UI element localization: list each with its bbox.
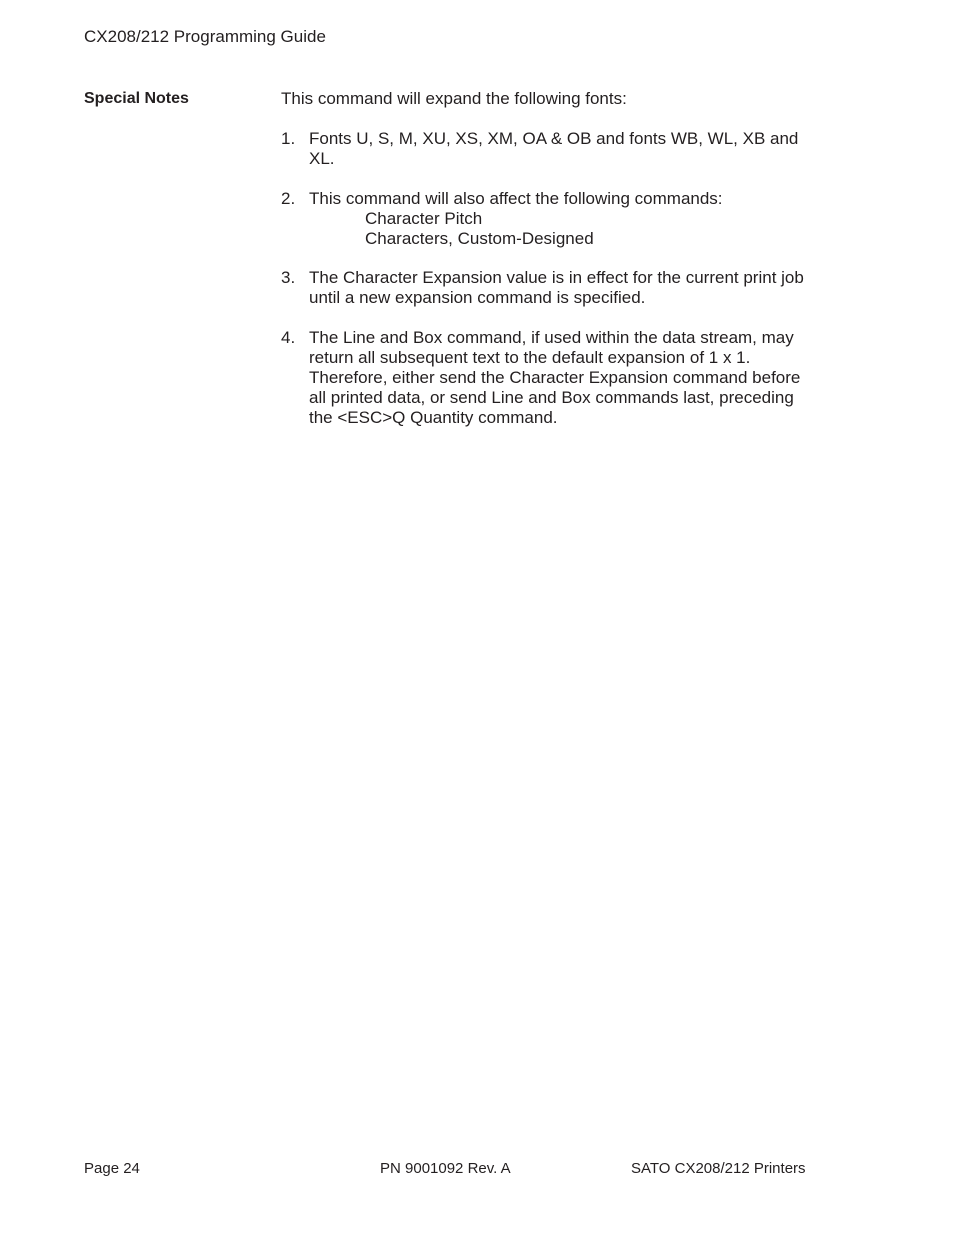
note-text: Fonts U, S, M, XU, XS, XM, OA & OB and fonts WB, WL, XB and XL. [309,129,799,168]
footer-page-number: Page 24 [84,1160,140,1177]
note-number: 4. [281,328,296,347]
sub-item-character-pitch: Character Pitch [365,209,483,228]
note-text: The Line and Box command, if used within the data stream, may return all subsequent text to the default expansion of 1 x 1. Therefore, either send the Character Expansion command before all printed data, or send Line and Box commands last, preceding the <ESC>Q Quantity command. [309,328,801,427]
note-number: 3. [281,268,296,287]
footer-part-number: PN 9001092 Rev. A [380,1160,511,1177]
note-text-block [309,189,821,249]
note-item-4 [281,328,821,428]
section-label: Special Notes [84,90,189,107]
note-item-2 [281,189,821,249]
section-intro: This command will expand the following fonts: [281,89,627,108]
note-number: 1. [281,129,296,148]
note-text: This command will also affect the following commands: [309,189,723,208]
page-header-title: CX208/212 Programming Guide [84,27,326,46]
note-item-1 [281,129,821,169]
note-number: 2. [281,189,296,208]
note-text: The Character Expansion value is in effect for the current print job until a new expansion command is specified. [309,268,804,307]
footer-product-name: SATO CX208/212 Printers [631,1160,806,1177]
sub-item-characters-custom-designed: Characters, Custom-Designed [365,229,594,248]
note-item-3 [281,268,821,308]
